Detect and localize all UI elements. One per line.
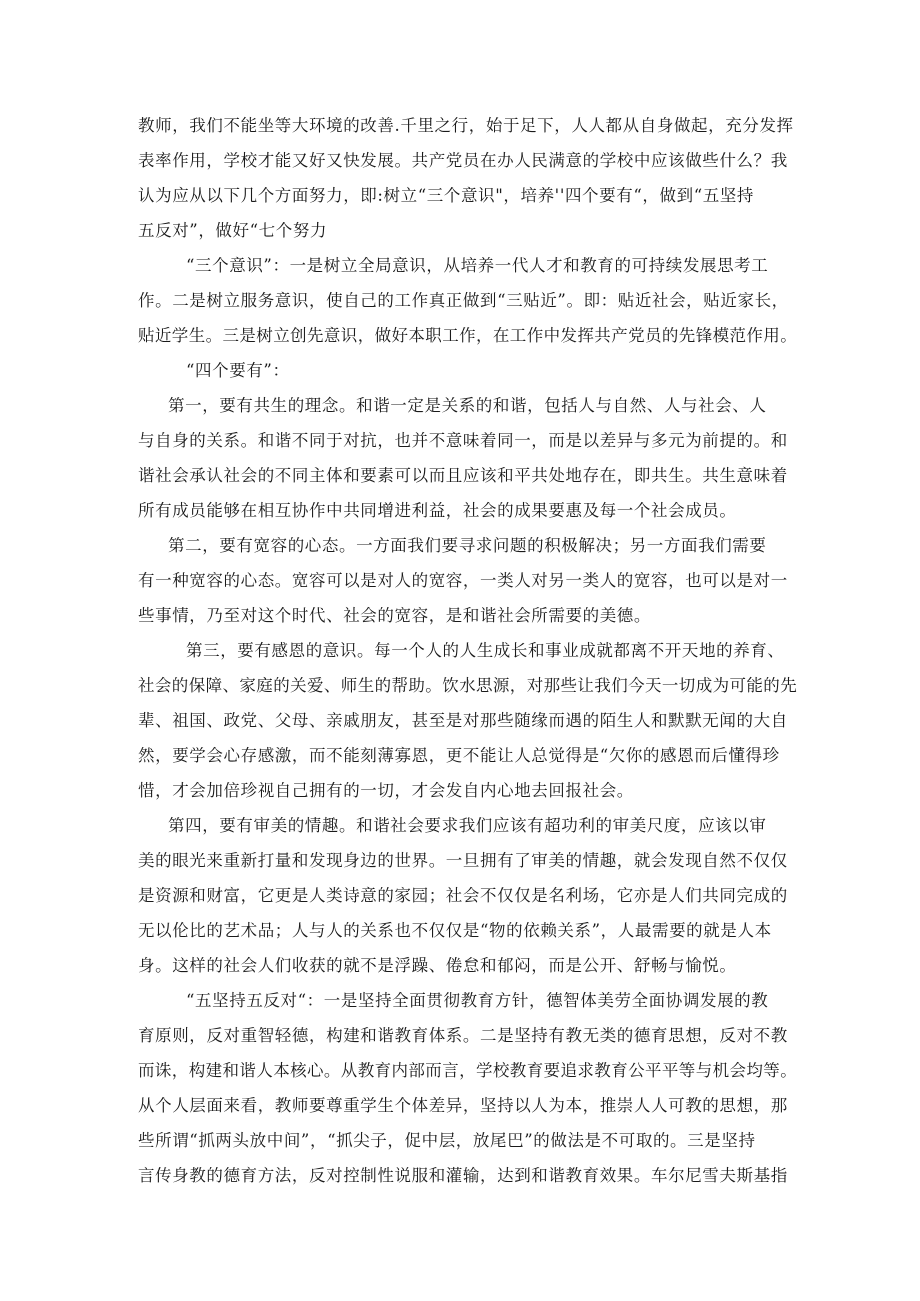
- text-line: 言传身教的德育方法，反对控制性说服和灌输，达到和谐教育效果。车尔尼雪夫斯基指: [138, 1166, 788, 1185]
- text-line: 身。这样的社会人们收获的就不是浮躁、倦怠和郁闷，而是公开、舒畅与愉悦。: [138, 956, 737, 975]
- text-line: 作。二是树立服务意识，使自己的工作真正做到“三贴近”。即：贴近社会，贴近家长，: [138, 291, 789, 310]
- paragraph-five-persist: [138, 983, 798, 1193]
- text-line: 社会的保障、家庭的关爱、师生的帮助。饮水思源，对那些让我们今天一切成为可能的先: [138, 676, 798, 695]
- text-line: 贴近学生。三是树立创先意识，做好本职工作，在工作中发挥共产党员的先锋模范作用。: [138, 326, 798, 345]
- text-line: 些事情，乃至对这个时代、社会的宽容，是和谐社会所需要的美德。: [138, 606, 651, 625]
- text-line: 第三，要有感恩的意识。每一个人的人生成长和事业成就都离不开天地的养育、: [186, 641, 785, 660]
- text-line: 第四，要有审美的情趣。和谐社会要求我们应该有超功利的审美尺度，应该以审: [168, 816, 767, 835]
- text-line: 而诛，构建和谐人本核心。从教育内部而言，学校教育要追求教育公平平等与机会均等。: [138, 1061, 798, 1080]
- paragraph-four-musts-heading: [138, 353, 798, 388]
- text-line: 从个人层面来看，教师要尊重学生个体差异，坚持以人为本，推崇人人可教的思想，那: [138, 1096, 788, 1115]
- text-line: 育原则，反对重智轻德，构建和谐教育体系。二是坚持有教无类的德育思想，反对不教: [138, 1026, 788, 1045]
- text-line: 辈、祖国、政党、父母、亲戚朋友，甚至是对那些随缘而遇的陌生人和默默无闻的大自: [138, 711, 788, 730]
- text-line: “三个意识”：一是树立全局意识，从培养一代人才和教育的可持续发展思考工: [186, 256, 769, 275]
- text-line: 美的眼光来重新打量和发现身边的世界。一旦拥有了审美的情趣，就会发现自然不仅仅: [138, 851, 788, 870]
- text-line: 与自身的关系。和谐不同于对抗，也并不意味着同一，而是以差异与多元为前提的。和: [138, 431, 788, 450]
- paragraph-second: [138, 528, 798, 633]
- text-line: 些所谓“抓两头放中间”，“抓尖子，促中层，放尾巴”的做法是不可取的。三是坚持: [138, 1131, 756, 1150]
- text-line: 是资源和财富，它更是人类诗意的家园；社会不仅仅是名利场，它亦是人们共同完成的: [138, 886, 788, 905]
- document-body: [138, 108, 798, 1193]
- paragraph-intro: [138, 108, 798, 248]
- paragraph-first: [138, 388, 798, 528]
- text-line: 第二，要有宽容的心态。一方面我们要寻求问题的积极解决；另一方面我们需要: [168, 536, 767, 555]
- text-line: 五反对”，做好“七个努力: [138, 221, 328, 240]
- text-line: 教师，我们不能坐等大环境的改善.千里之行，始于足下，人人都从自身做起，充分发挥: [138, 116, 794, 135]
- text-line: 无以伦比的艺术品；人与人的关系也不仅仅是“物的依赖关系”，人最需要的就是人本: [138, 921, 772, 940]
- text-line: 认为应从以下几个方面努力，即:树立“三个意识"，培养''四个要有“，做到“五坚持: [138, 186, 755, 205]
- text-line: 谐社会承认社会的不同主体和要素可以而且应该和平共处地存在，即共生。共生意味着: [138, 466, 788, 485]
- text-line: “四个要有”：: [186, 361, 290, 380]
- text-line: 然，要学会心存感激，而不能刻薄寡恩，更不能让人总觉得是“欠你的感恩而后懂得珍: [138, 746, 780, 765]
- text-line: 表率作用，学校才能又好又快发展。共产党员在办人民满意的学校中应该做些什么？我: [138, 151, 788, 170]
- paragraph-fourth: [138, 808, 798, 983]
- paragraph-three-awareness: [138, 248, 798, 353]
- text-line: 第一，要有共生的理念。和谐一定是关系的和谐，包括人与自然、人与社会、人: [168, 396, 767, 415]
- text-line: “五坚持五反对“：一是坚持全面贯彻教育方针，德智体美劳全面协调发展的教: [186, 991, 769, 1010]
- paragraph-third: [138, 633, 798, 808]
- text-line: 惜，才会加倍珍视自己拥有的一切，才会发自内心地去回报社会。: [138, 781, 634, 800]
- text-line: 所有成员能够在相互协作中共同增进利益，社会的成果要惠及每一个社会成员。: [138, 501, 737, 520]
- text-line: 有一种宽容的心态。宽容可以是对人的宽容，一类人对另一类人的宽容，也可以是对一: [138, 571, 788, 590]
